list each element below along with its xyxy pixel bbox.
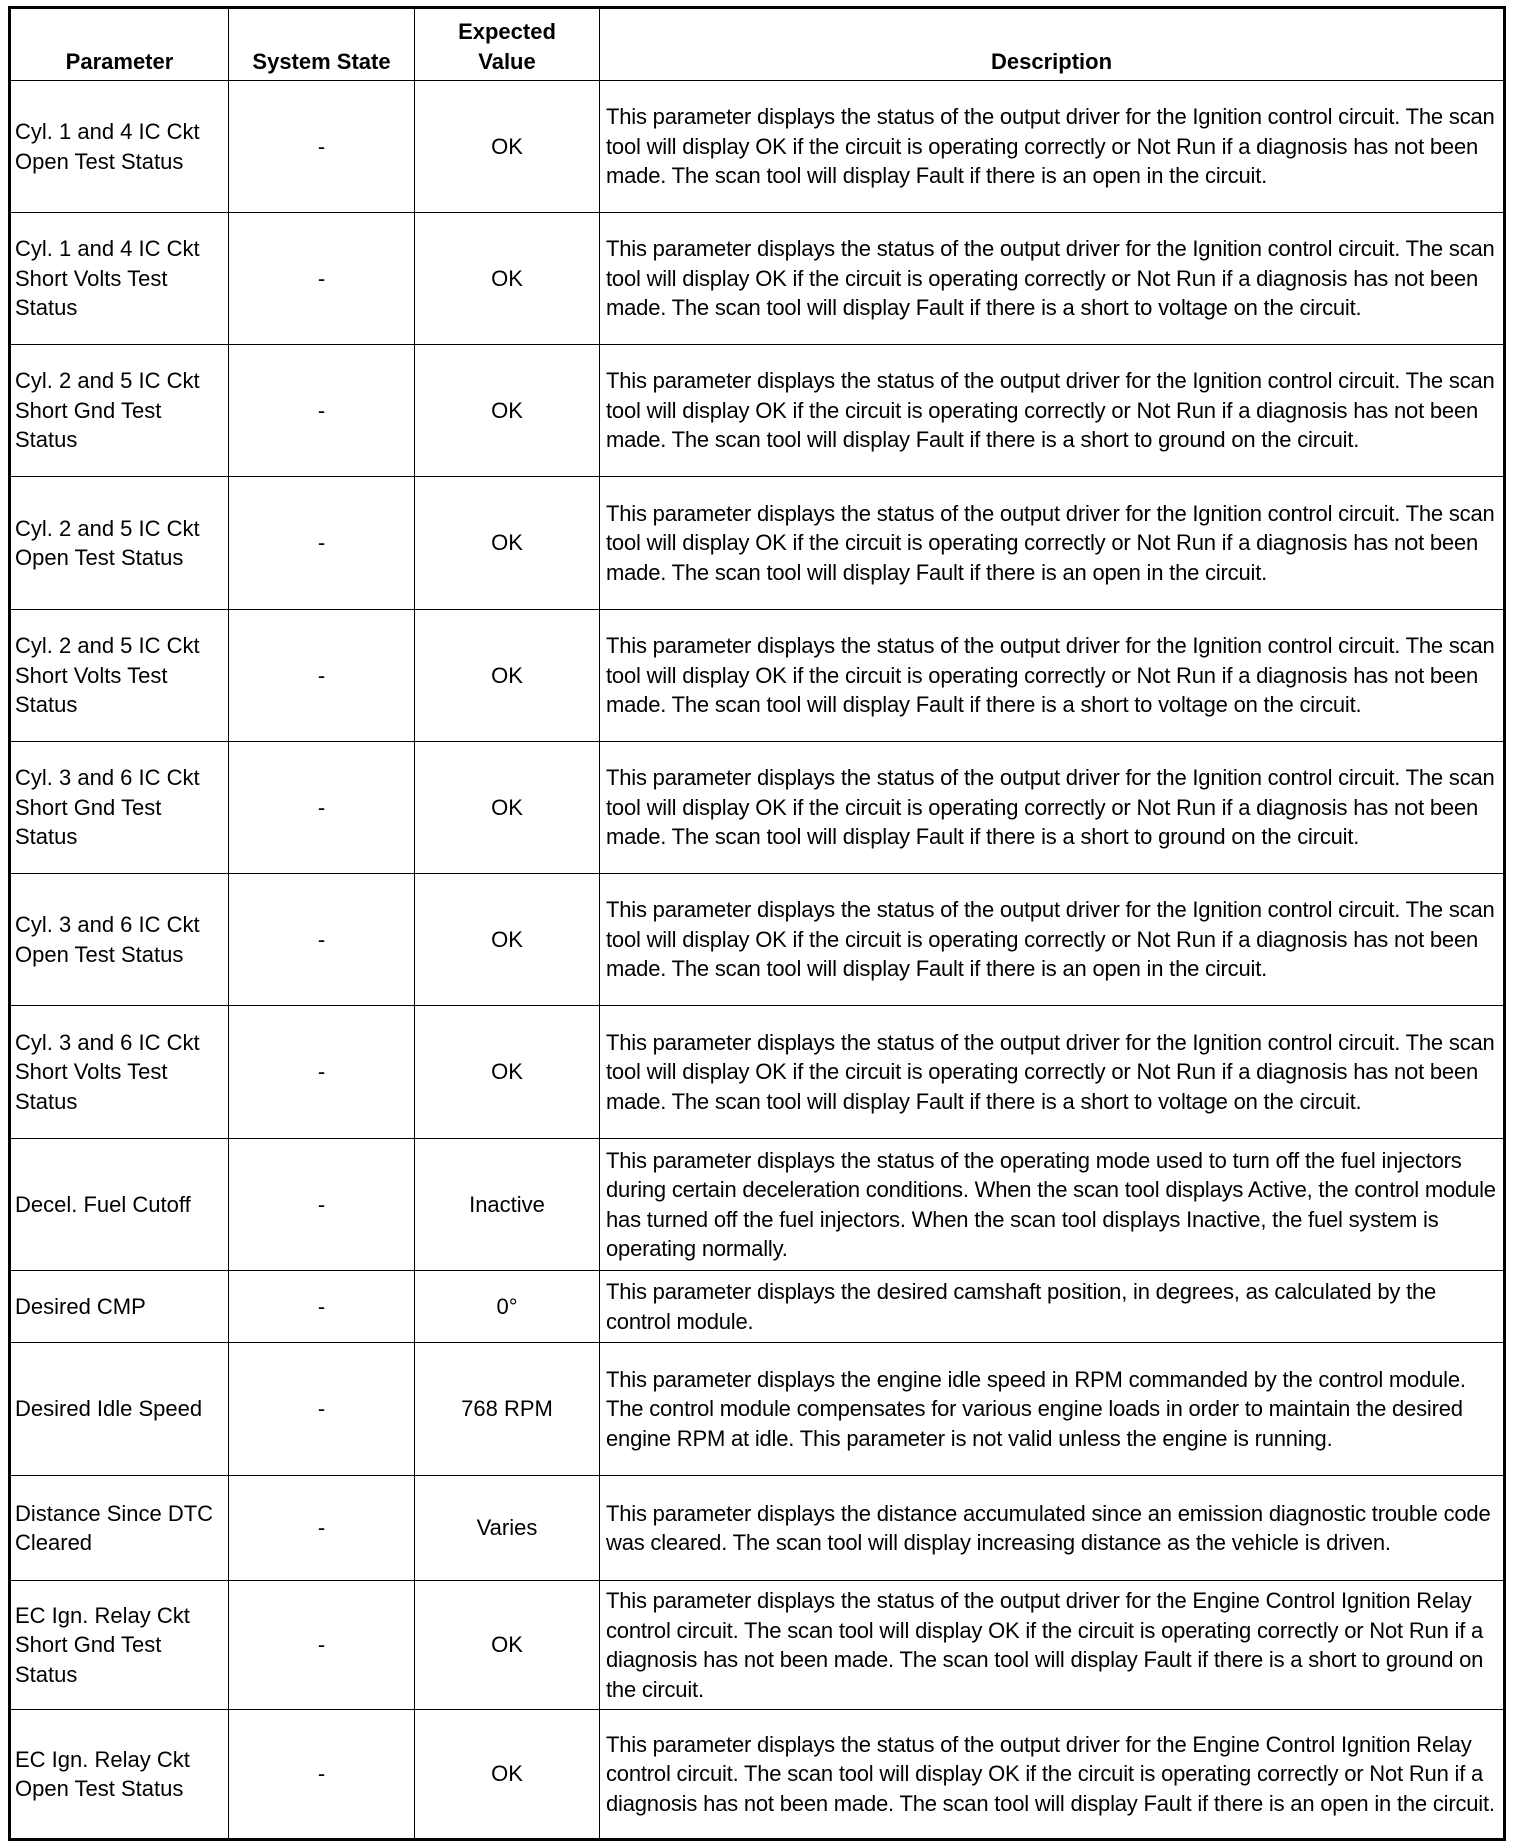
system-state-cell: - [229, 874, 415, 1006]
expected-value-cell: 768 RPM [415, 1343, 600, 1476]
parameter-table [8, 6, 1506, 1841]
parameter-cell: Cyl. 1 and 4 IC Ckt Open Test Status [10, 81, 229, 213]
table-row [10, 345, 1505, 477]
expected-value-cell: OK [415, 1710, 600, 1840]
description-cell: This parameter displays the status of the output driver for the Ignition control circuit. The scan tool will display OK if the circuit is operating correctly or Not Run if a diagnosis has not been made. The scan tool will display Fault if there is a short to ground on the circuit. [600, 345, 1505, 477]
parameter-cell: Desired CMP [10, 1271, 229, 1343]
parameter-cell: Decel. Fuel Cutoff [10, 1139, 229, 1271]
parameter-cell: Desired Idle Speed [10, 1343, 229, 1476]
system-state-cell: - [229, 81, 415, 213]
table-row [10, 610, 1505, 742]
description-cell: This parameter displays the desired camshaft position, in degrees, as calculated by the control module. [600, 1271, 1505, 1343]
system-state-cell: - [229, 1476, 415, 1581]
expected-value-cell: OK [415, 1006, 600, 1139]
expected-value-cell: OK [415, 345, 600, 477]
table-row [10, 1139, 1505, 1271]
table-row [10, 1343, 1505, 1476]
parameter-cell: Cyl. 3 and 6 IC Ckt Short Volts Test Status [10, 1006, 229, 1139]
description-cell: This parameter displays the status of the output driver for the Ignition control circuit. The scan tool will display OK if the circuit is operating correctly or Not Run if a diagnosis has not been made. The scan tool will display Fault if there is an open in the circuit. [600, 874, 1505, 1006]
header-system-state: System State [229, 8, 415, 81]
system-state-cell: - [229, 345, 415, 477]
system-state-cell: - [229, 1006, 415, 1139]
parameter-cell: EC Ign. Relay Ckt Open Test Status [10, 1710, 229, 1840]
parameter-cell: Distance Since DTC Cleared [10, 1476, 229, 1581]
expected-value-cell: 0° [415, 1271, 600, 1343]
description-cell: This parameter displays the status of the operating mode used to turn off the fuel injectors during certain deceleration conditions. When the scan tool displays Active, the control module has turned off the fuel injectors. When the scan tool displays Inactive, the fuel system is operating normally. [600, 1139, 1505, 1271]
expected-value-cell: OK [415, 874, 600, 1006]
system-state-cell: - [229, 1139, 415, 1271]
table-row [10, 742, 1505, 874]
table-row [10, 477, 1505, 610]
parameter-cell: EC Ign. Relay Ckt Short Gnd Test Status [10, 1581, 229, 1710]
table-row [10, 1271, 1505, 1343]
expected-value-cell: OK [415, 1581, 600, 1710]
parameter-cell: Cyl. 3 and 6 IC Ckt Open Test Status [10, 874, 229, 1006]
description-cell: This parameter displays the status of the output driver for the Ignition control circuit. The scan tool will display OK if the circuit is operating correctly or Not Run if a diagnosis has not been made. The scan tool will display Fault if there is an open in the circuit. [600, 81, 1505, 213]
table-row [10, 1476, 1505, 1581]
description-cell: This parameter displays the status of the output driver for the Ignition control circuit. The scan tool will display OK if the circuit is operating correctly or Not Run if a diagnosis has not been made. The scan tool will display Fault if there is a short to voltage on the circuit. [600, 610, 1505, 742]
system-state-cell: - [229, 742, 415, 874]
parameter-cell: Cyl. 2 and 5 IC Ckt Open Test Status [10, 477, 229, 610]
system-state-cell: - [229, 1710, 415, 1840]
table-row [10, 1006, 1505, 1139]
description-cell: This parameter displays the status of the output driver for the Engine Control Ignition Relay control circuit. The scan tool will display OK if the circuit is operating correctly or Not Run if a diagnosis has not been made. The scan tool will display Fault if there is a short to ground on the circuit. [600, 1581, 1505, 1710]
expected-value-cell: OK [415, 610, 600, 742]
header-expected-value: Expected Value [415, 8, 600, 81]
expected-value-cell: OK [415, 81, 600, 213]
description-cell: This parameter displays the engine idle speed in RPM commanded by the control module. The control module compensates for various engine loads in order to maintain the desired engine RPM at idle. This parameter is not valid unless the engine is running. [600, 1343, 1505, 1476]
description-cell: This parameter displays the status of the output driver for the Ignition control circuit. The scan tool will display OK if the circuit is operating correctly or Not Run if a diagnosis has not been made. The scan tool will display Fault if there is an open in the circuit. [600, 477, 1505, 610]
expected-value-cell: OK [415, 213, 600, 345]
system-state-cell: - [229, 1343, 415, 1476]
system-state-cell: - [229, 477, 415, 610]
description-cell: This parameter displays the status of the output driver for the Ignition control circuit. The scan tool will display OK if the circuit is operating correctly or Not Run if a diagnosis has not been made. The scan tool will display Fault if there is a short to voltage on the circuit. [600, 213, 1505, 345]
table-row [10, 81, 1505, 213]
parameter-cell: Cyl. 3 and 6 IC Ckt Short Gnd Test Status [10, 742, 229, 874]
description-cell: This parameter displays the status of the output driver for the Ignition control circuit. The scan tool will display OK if the circuit is operating correctly or Not Run if a diagnosis has not been made. The scan tool will display Fault if there is a short to voltage on the circuit. [600, 1006, 1505, 1139]
header-description: Description [600, 8, 1505, 81]
table-row [10, 213, 1505, 345]
expected-value-cell: Varies [415, 1476, 600, 1581]
table-row [10, 874, 1505, 1006]
expected-value-cell: OK [415, 742, 600, 874]
expected-value-cell: OK [415, 477, 600, 610]
system-state-cell: - [229, 610, 415, 742]
description-cell: This parameter displays the status of the output driver for the Engine Control Ignition Relay control circuit. The scan tool will display OK if the circuit is operating correctly or Not Run if a diagnosis has not been made. The scan tool will display Fault if there is an open in the circuit. [600, 1710, 1505, 1840]
header-row [10, 8, 1505, 81]
parameter-cell: Cyl. 1 and 4 IC Ckt Short Volts Test Status [10, 213, 229, 345]
parameter-cell: Cyl. 2 and 5 IC Ckt Short Volts Test Status [10, 610, 229, 742]
table-row [10, 1710, 1505, 1840]
header-parameter: Parameter [10, 8, 229, 81]
system-state-cell: - [229, 1271, 415, 1343]
description-cell: This parameter displays the status of the output driver for the Ignition control circuit. The scan tool will display OK if the circuit is operating correctly or Not Run if a diagnosis has not been made. The scan tool will display Fault if there is a short to ground on the circuit. [600, 742, 1505, 874]
description-cell: This parameter displays the distance accumulated since an emission diagnostic trouble code was cleared. The scan tool will display increasing distance as the vehicle is driven. [600, 1476, 1505, 1581]
parameter-cell: Cyl. 2 and 5 IC Ckt Short Gnd Test Status [10, 345, 229, 477]
expected-value-cell: Inactive [415, 1139, 600, 1271]
system-state-cell: - [229, 213, 415, 345]
system-state-cell: - [229, 1581, 415, 1710]
table-row [10, 1581, 1505, 1710]
